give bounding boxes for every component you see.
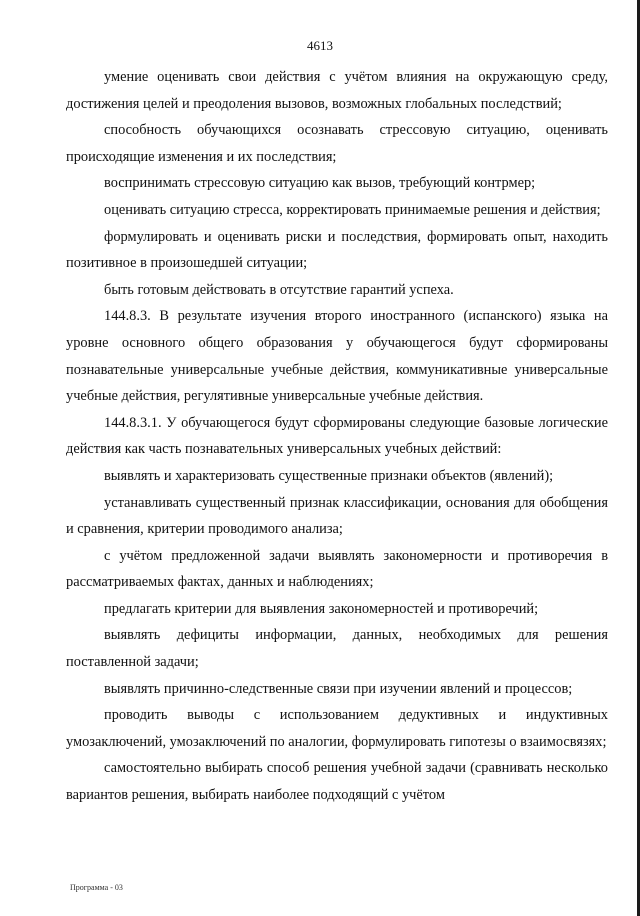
paragraph: выявлять дефициты информации, данных, необходимых для решения поставленной задачи; [66, 627, 608, 671]
paragraph: формулировать и оценивать риски и последствия, формировать опыт, находить позитивное в произошедшей ситуации; [66, 228, 608, 272]
paragraph: способность обучающихся осознавать стрессовую ситуацию, оценивать происходящие изменения и их последствия; [66, 122, 608, 165]
paragraph: воспринимать стрессовую ситуацию как вызов, требующий контрмер; [104, 175, 536, 192]
page-number: 4613 [307, 38, 333, 53]
paragraph: самостоятельно выбирать способ решения учебной задачи (сравнивать несколько вариантов решения, выбирать наиболее подходящий с учётом [66, 760, 608, 804]
section-paragraph-144-8-3-1: 144.8.3.1. У обучающегося будут сформированы следующие базовые логические действия как часть познавательных универсальных учебных действий: [66, 414, 608, 458]
paragraph: с учётом предложенной задачи выявлять закономерности и противоречия в рассматриваемых фактах, данных и наблюдениях; [66, 547, 608, 591]
footer-label: Программа - 03 [70, 883, 123, 892]
paragraph: оценивать ситуацию стресса, корректировать принимаемые решения и действия; [104, 201, 601, 218]
paragraph: выявлять причинно-следственные связи при изучении явлений и процессов; [104, 680, 573, 697]
paragraph: умение оценивать свои действия с учётом влияния на окружающую среду, достижения целей и преодоления вызовов, возможных глобальных последствий; [66, 69, 608, 112]
section-paragraph-144-8-3: 144.8.3. В результате изучения второго иностранного (испанского) языка на уровне основного общего образования у обучающегося будут сформированы познавательные универсальные учебные действия, коммуникативные универсальные учебные действия, регулятивные универсальные учебные действия. [66, 308, 608, 405]
paragraph: устанавливать существенный признак классификации, основания для обобщения и сравнения, критерии проводимого анализа; [66, 494, 608, 538]
paragraph: быть готовым действовать в отсутствие гарантий успеха. [104, 281, 454, 298]
paragraph: предлагать критерии для выявления закономерностей и противоречий; [104, 600, 539, 617]
paragraph: проводить выводы с использованием дедуктивных и индуктивных умозаключений, умозаключений по аналогии, формулировать гипотезы о взаимосвязях; [66, 707, 608, 750]
document-body [66, 64, 608, 809]
paragraph: выявлять и характеризовать существенные признаки объектов (явлений); [104, 467, 554, 484]
